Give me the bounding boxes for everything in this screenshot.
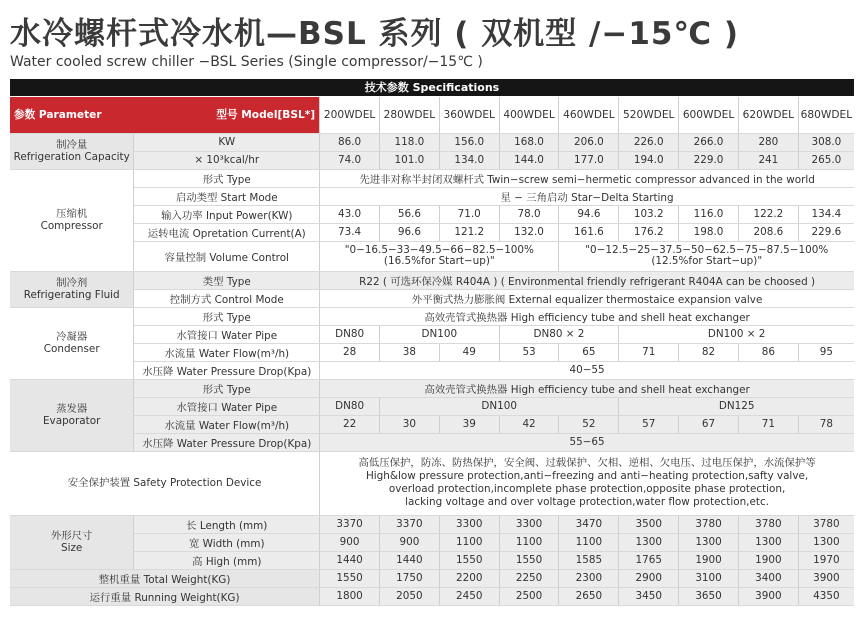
table-cell: 3370 bbox=[379, 515, 439, 533]
model-column-header: 400WDEL bbox=[499, 97, 559, 133]
category-evaporator: 蒸发器 Evaporator bbox=[10, 379, 134, 451]
table-cell: 71 bbox=[738, 415, 798, 433]
table-cell: DN125 bbox=[619, 397, 854, 415]
table-cell: DN100 bbox=[379, 325, 499, 343]
table-cell: 2250 bbox=[499, 569, 559, 587]
table-cell: 3780 bbox=[798, 515, 854, 533]
table-row bbox=[10, 533, 854, 551]
table-cell: DN100 × 2 bbox=[619, 325, 854, 343]
table-cell: 134.0 bbox=[439, 151, 499, 169]
row-label: 运转电流 Opretation Current(A) bbox=[134, 223, 320, 241]
table-cell: 78 bbox=[798, 415, 854, 433]
table-cell: 144.0 bbox=[499, 151, 559, 169]
table-cell: 3300 bbox=[439, 515, 499, 533]
table-cell: 900 bbox=[320, 533, 380, 551]
table-cell: 1585 bbox=[559, 551, 619, 569]
table-cell: 96.6 bbox=[379, 223, 439, 241]
table-cell: 103.2 bbox=[619, 205, 679, 223]
table-cell: 39 bbox=[439, 415, 499, 433]
row-label: 水流量 Water Flow(m³/h) bbox=[134, 415, 320, 433]
table-cell: 1300 bbox=[738, 533, 798, 551]
table-cell: 2050 bbox=[379, 587, 439, 605]
table-row bbox=[10, 223, 854, 241]
table-cell: 42 bbox=[499, 415, 559, 433]
table-cell: 55−65 bbox=[320, 433, 854, 451]
table-cell: 208.6 bbox=[738, 223, 798, 241]
table-cell: 1100 bbox=[559, 533, 619, 551]
row-label: 长 Length (mm) bbox=[134, 515, 320, 533]
table-cell: 1900 bbox=[679, 551, 739, 569]
category-size: 外形尺寸 Size bbox=[10, 515, 134, 569]
table-cell: "0−12.5−25−37.5−50−62.5−75−87.5−100% (12.5%for Start−up)" bbox=[559, 241, 854, 271]
table-cell: 3650 bbox=[679, 587, 739, 605]
table-cell: 1100 bbox=[439, 533, 499, 551]
table-cell: 122.2 bbox=[738, 205, 798, 223]
table-cell: 280 bbox=[738, 133, 798, 151]
table-cell: 1765 bbox=[619, 551, 679, 569]
row-label: KW bbox=[134, 133, 320, 151]
parameter-header: 参数 Parameter bbox=[10, 97, 134, 133]
table-row bbox=[10, 361, 854, 379]
row-label: 水管接口 Water Pipe bbox=[134, 325, 320, 343]
table-cell: 3300 bbox=[499, 515, 559, 533]
category-safety-protection: 安全保护装置 Safety Protection Device bbox=[10, 451, 320, 515]
specifications-table bbox=[10, 97, 854, 606]
safety-line: lacking voltage and over voltage protection,water flow protection,etc. bbox=[405, 496, 769, 508]
table-cell: 30 bbox=[379, 415, 439, 433]
table-row bbox=[10, 151, 854, 169]
table-cell: 3100 bbox=[679, 569, 739, 587]
table-cell: 38 bbox=[379, 343, 439, 361]
table-cell: 95 bbox=[798, 343, 854, 361]
table-cell: 74.0 bbox=[320, 151, 380, 169]
table-row bbox=[10, 271, 854, 289]
table-cell: 56.6 bbox=[379, 205, 439, 223]
table-cell: 265.0 bbox=[798, 151, 854, 169]
table-cell: 1550 bbox=[499, 551, 559, 569]
table-cell: 900 bbox=[379, 533, 439, 551]
model-column-header: 680WDEL bbox=[798, 97, 854, 133]
table-row bbox=[10, 187, 854, 205]
table-cell: 156.0 bbox=[439, 133, 499, 151]
table-cell: 52 bbox=[559, 415, 619, 433]
table-cell: 78.0 bbox=[499, 205, 559, 223]
table-cell: 1100 bbox=[499, 533, 559, 551]
table-cell: DN80 × 2 bbox=[499, 325, 619, 343]
table-row bbox=[10, 451, 854, 515]
row-label: × 10³kcal/hr bbox=[134, 151, 320, 169]
table-row bbox=[10, 379, 854, 397]
table-cell: DN80 bbox=[320, 325, 380, 343]
table-cell: 229.6 bbox=[798, 223, 854, 241]
row-label: 输入功率 Input Power(KW) bbox=[134, 205, 320, 223]
table-cell: 73.4 bbox=[320, 223, 380, 241]
table-cell: 2450 bbox=[439, 587, 499, 605]
row-label-total-weight: 整机重量 Total Weight(KG) bbox=[10, 569, 320, 587]
table-cell: "0−16.5−33−49.5−66−82.5−100% (16.5%for Start−up)" bbox=[320, 241, 559, 271]
table-cell: 53 bbox=[499, 343, 559, 361]
table-cell: 94.6 bbox=[559, 205, 619, 223]
table-cell: R22 ( 可选环保冷媒 R404A ) ( Environmental friendly refrigerant R404A can be choosed ) bbox=[320, 271, 854, 289]
table-cell: 134.4 bbox=[798, 205, 854, 223]
table-row bbox=[10, 289, 854, 307]
row-label: 容量控制 Volume Control bbox=[134, 241, 320, 271]
table-cell: 1300 bbox=[798, 533, 854, 551]
safety-protection-text bbox=[320, 451, 854, 515]
table-cell: 3470 bbox=[559, 515, 619, 533]
model-column-header: 600WDEL bbox=[679, 97, 739, 133]
table-cell: 177.0 bbox=[559, 151, 619, 169]
table-cell: 2200 bbox=[439, 569, 499, 587]
table-cell: 116.0 bbox=[679, 205, 739, 223]
table-cell: 161.6 bbox=[559, 223, 619, 241]
table-cell: 28 bbox=[320, 343, 380, 361]
model-column-header: 460WDEL bbox=[559, 97, 619, 133]
table-cell: 194.0 bbox=[619, 151, 679, 169]
category-refrigeration-capacity: 制冷量 Refrigeration Capacity bbox=[10, 133, 134, 169]
table-cell: 168.0 bbox=[499, 133, 559, 151]
table-cell: 229.0 bbox=[679, 151, 739, 169]
table-cell: 1440 bbox=[320, 551, 380, 569]
table-cell: 57 bbox=[619, 415, 679, 433]
table-cell: 外平衡式热力膨胀阀 External equalizer thermostaice expansion valve bbox=[320, 289, 854, 307]
row-label: 类型 Type bbox=[134, 271, 320, 289]
table-cell: 71 bbox=[619, 343, 679, 361]
page-title: 水冷螺杆式冷水机—BSL 系列 ( 双机型 /−15℃ ) bbox=[10, 16, 739, 52]
model-column-header: 280WDEL bbox=[379, 97, 439, 133]
table-cell: 2900 bbox=[619, 569, 679, 587]
table-cell: 高效壳管式换热器 High efficiency tube and shell heat exchanger bbox=[320, 307, 854, 325]
table-cell: 3450 bbox=[619, 587, 679, 605]
table-cell: 49 bbox=[439, 343, 499, 361]
table-cell: 132.0 bbox=[499, 223, 559, 241]
table-row bbox=[10, 587, 854, 605]
table-header-row bbox=[10, 97, 854, 133]
row-label: 形式 Type bbox=[134, 169, 320, 187]
table-cell: 高效壳管式换热器 High efficiency tube and shell heat exchanger bbox=[320, 379, 854, 397]
table-cell: 星 − 三角启动 Star−Delta Starting bbox=[320, 187, 854, 205]
table-cell: 3900 bbox=[738, 587, 798, 605]
table-cell: 4350 bbox=[798, 587, 854, 605]
table-cell: 86.0 bbox=[320, 133, 380, 151]
category-condenser: 冷凝器 Condenser bbox=[10, 307, 134, 379]
table-row bbox=[10, 415, 854, 433]
model-column-header: 620WDEL bbox=[738, 97, 798, 133]
table-cell: 308.0 bbox=[798, 133, 854, 151]
table-cell: 3500 bbox=[619, 515, 679, 533]
category-compressor: 压缩机 Compressor bbox=[10, 169, 134, 271]
table-cell: DN80 bbox=[320, 397, 380, 415]
table-cell: 121.2 bbox=[439, 223, 499, 241]
table-cell: 3900 bbox=[798, 569, 854, 587]
table-cell: 82 bbox=[679, 343, 739, 361]
table-cell: 1550 bbox=[320, 569, 380, 587]
table-row bbox=[10, 205, 854, 223]
table-cell: 1300 bbox=[679, 533, 739, 551]
model-column-header: 360WDEL bbox=[439, 97, 499, 133]
table-cell: 40−55 bbox=[320, 361, 854, 379]
table-row bbox=[10, 397, 854, 415]
safety-line: High&low pressure protection,anti−freezing and anti−heating protection,safty valve, bbox=[365, 470, 809, 482]
row-label bbox=[134, 343, 320, 361]
table-cell: 2300 bbox=[559, 569, 619, 587]
table-cell: 226.0 bbox=[619, 133, 679, 151]
table-cell: 2650 bbox=[559, 587, 619, 605]
table-cell: 先进非对称半封闭双螺杆式 Twin−screw semi−hermetic compressor advanced in the world bbox=[320, 169, 854, 187]
specifications-header-bar: 技术参数 Specifications bbox=[10, 79, 854, 96]
table-cell: 22 bbox=[320, 415, 380, 433]
table-cell: 241 bbox=[738, 151, 798, 169]
table-row bbox=[10, 343, 854, 361]
category-refrigerating-fluid: 制冷剂 Refrigerating Fluid bbox=[10, 271, 134, 307]
row-label: 控制方式 Control Mode bbox=[134, 289, 320, 307]
page-subtitle: Water cooled screw chiller −BSL Series (Single compressor/−15℃ ) bbox=[10, 54, 483, 70]
table-cell: 2500 bbox=[499, 587, 559, 605]
row-label: 高 High (mm) bbox=[134, 551, 320, 569]
table-cell: 266.0 bbox=[679, 133, 739, 151]
table-cell: 118.0 bbox=[379, 133, 439, 151]
row-label: 水管接口 Water Pipe bbox=[134, 397, 320, 415]
model-header: 型号 Model[BSL*] bbox=[134, 97, 320, 133]
safety-line: 高低压保护，防冻、防热保护，安全阀、过载保护、欠相、逆相、欠电压、过电压保护，水流保护等 bbox=[358, 457, 816, 469]
table-cell: 3780 bbox=[738, 515, 798, 533]
table-cell: 198.0 bbox=[679, 223, 739, 241]
table-row bbox=[10, 241, 854, 271]
table-cell: 1900 bbox=[738, 551, 798, 569]
table-cell: 3780 bbox=[679, 515, 739, 533]
table-cell: 206.0 bbox=[559, 133, 619, 151]
table-cell: 1440 bbox=[379, 551, 439, 569]
table-cell: 1750 bbox=[379, 569, 439, 587]
table-cell: 3370 bbox=[320, 515, 380, 533]
table-cell: 67 bbox=[679, 415, 739, 433]
table-cell: 71.0 bbox=[439, 205, 499, 223]
model-column-header: 520WDEL bbox=[619, 97, 679, 133]
table-row bbox=[10, 551, 854, 569]
table-cell: 1300 bbox=[619, 533, 679, 551]
row-label-running-weight: 运行重量 Running Weight(KG) bbox=[10, 587, 320, 605]
row-label: 形式 Type bbox=[134, 307, 320, 325]
table-row bbox=[10, 133, 854, 151]
row-label: 水压降 Water Pressure Drop(Kpa) bbox=[134, 361, 320, 379]
row-label: 启动类型 Start Mode bbox=[134, 187, 320, 205]
table-cell: 1550 bbox=[439, 551, 499, 569]
table-row bbox=[10, 325, 854, 343]
table-cell: 65 bbox=[559, 343, 619, 361]
table-cell: 1970 bbox=[798, 551, 854, 569]
row-label: 水压降 Water Pressure Drop(Kpa) bbox=[134, 433, 320, 451]
table-cell: 101.0 bbox=[379, 151, 439, 169]
model-column-header: 200WDEL bbox=[320, 97, 380, 133]
row-label: 形式 Type bbox=[134, 379, 320, 397]
table-cell: DN100 bbox=[379, 397, 618, 415]
table-row bbox=[10, 433, 854, 451]
table-row bbox=[10, 307, 854, 325]
row-label: 宽 Width (mm) bbox=[134, 533, 320, 551]
table-cell: 3400 bbox=[738, 569, 798, 587]
safety-line: overload protection,incomplete phase protection,opposite phase protection, bbox=[388, 483, 786, 495]
table-cell: 1800 bbox=[320, 587, 380, 605]
table-row bbox=[10, 569, 854, 587]
table-row bbox=[10, 169, 854, 187]
table-row bbox=[10, 515, 854, 533]
table-cell: 43.0 bbox=[320, 205, 380, 223]
flow-label-text: 水流量 Water Flow(m³/h) bbox=[164, 347, 290, 360]
table-cell: 176.2 bbox=[619, 223, 679, 241]
table-cell: 86 bbox=[738, 343, 798, 361]
